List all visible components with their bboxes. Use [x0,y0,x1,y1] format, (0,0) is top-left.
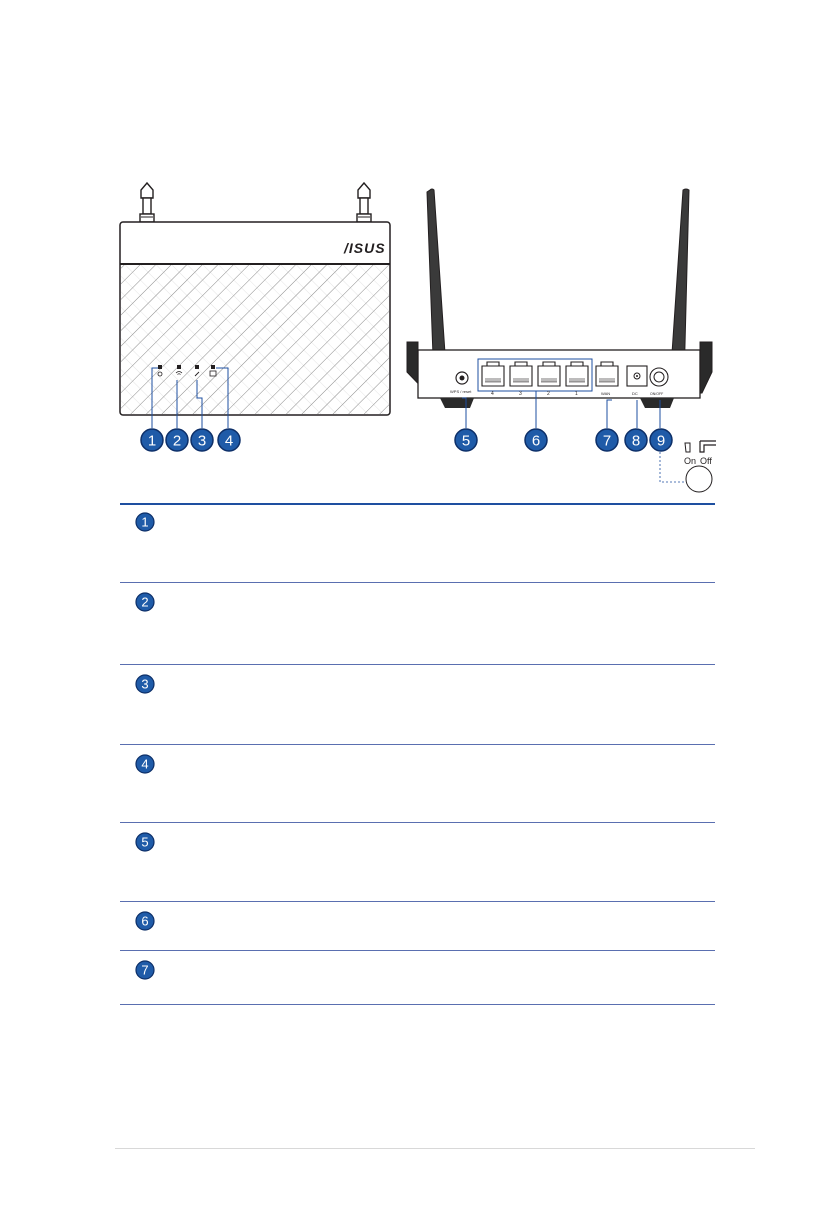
svg-text:5: 5 [141,834,149,850]
row-badge [135,754,155,774]
svg-text:8: 8 [631,432,641,450]
front-antenna-left [140,183,154,222]
power-button-label: ON/OFF [650,392,664,396]
switch-on-label: On [684,456,697,466]
lan-port-number-1: 1 [575,391,578,397]
svg-text:3: 3 [141,676,149,692]
wps-reset-label: WPS / reset [450,389,472,394]
callout-5 [455,429,477,451]
page-footer-rule [115,1148,755,1149]
svg-text:3: 3 [197,432,207,450]
feature-row-6 [120,902,715,951]
svg-text:6: 6 [141,913,149,929]
feature-row-1 [120,503,715,583]
callout-9 [650,429,672,451]
row-badge [135,911,155,931]
svg-text:4: 4 [141,756,149,772]
svg-text:5: 5 [461,432,471,450]
callout-2 [166,429,188,451]
feature-row-7 [120,951,715,1005]
row-badge [135,592,155,612]
svg-text:2: 2 [141,594,149,610]
svg-text:2: 2 [172,432,182,450]
front-antenna-right [357,183,371,222]
svg-text:7: 7 [602,432,612,450]
feature-row-4 [120,745,715,823]
router-illustration [0,0,828,500]
svg-text:4: 4 [224,432,234,450]
svg-text:1: 1 [147,432,157,450]
asus-logo: /ISUS [344,240,386,256]
feature-description-table [120,503,715,1005]
feature-row-5 [120,823,715,902]
feature-row-2 [120,583,715,665]
row-badge [135,832,155,852]
callout-1 [141,429,163,451]
row-badge [135,512,155,532]
row-badge [135,674,155,694]
callout-4 [218,429,240,451]
callout-badges [141,429,672,451]
lan-port-number-4: 4 [491,391,494,397]
callout-8 [625,429,647,451]
callout-7 [596,429,618,451]
wan-port-label: WAN [601,391,611,396]
svg-text:1: 1 [141,514,149,530]
lan-port-number-2: 2 [547,391,550,397]
router-front-view [120,183,390,428]
callout-3 [191,429,213,451]
row-badge [135,960,155,980]
callout-6 [525,429,547,451]
switch-off-label: Off [700,456,712,466]
svg-text:6: 6 [531,432,541,450]
svg-text:7: 7 [141,962,149,978]
feature-row-3 [120,665,715,745]
svg-text:9: 9 [656,432,666,450]
lan-port-number-3: 3 [519,391,522,397]
dc-in-label: DC [632,391,638,396]
